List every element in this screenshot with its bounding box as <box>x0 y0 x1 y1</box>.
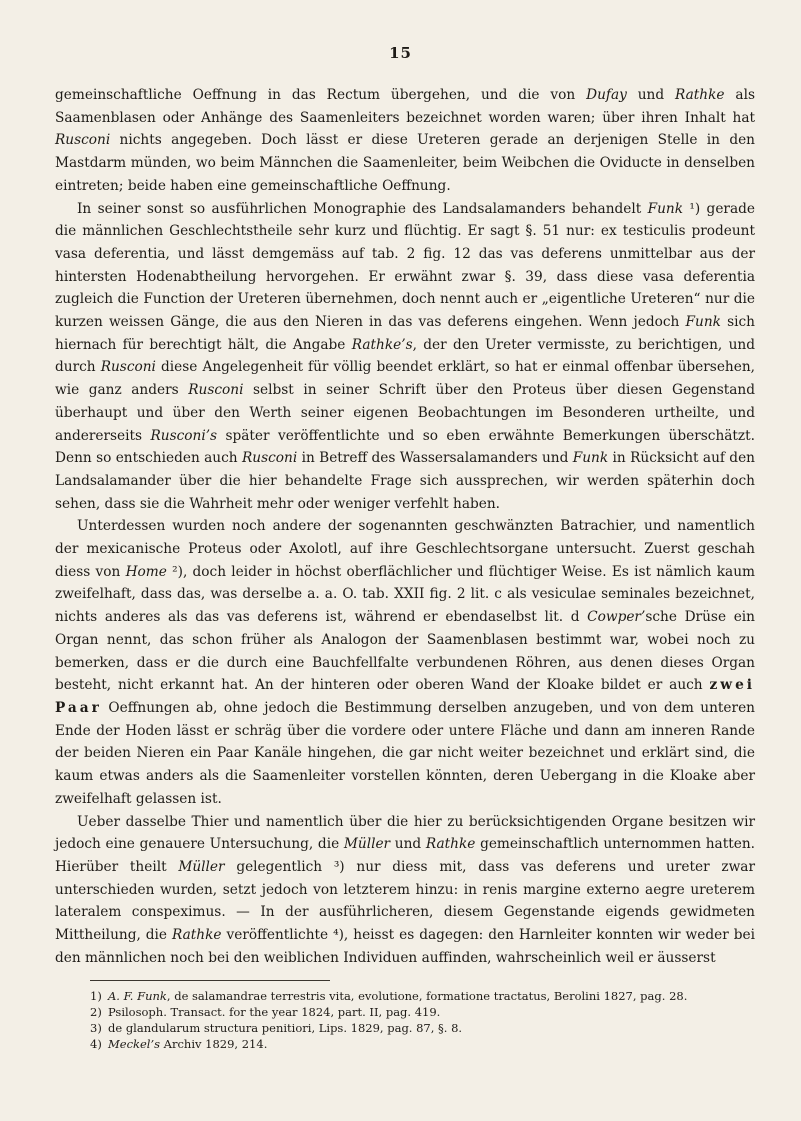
text-run: sche Drüse ein Organ nennt, das schon früher als Analogon der Saamenblasen bestimmt war, wobei noch zu bemerken, dass er die durch eine Bauchfellfalte verbundenen Röhren, aus denen dieses Organ besteht, nicht erkannt hat. An der hinteren oder oberen Wand der Kloake bildet er auch <box>55 609 755 694</box>
italic-name: A. F. Funk <box>108 989 167 1003</box>
text-run: in Rücksicht auf den Landsalamander über die hier behandelte Frage sich aussprechen, wir werden späterhin doch sehen, dass sie die Wahrheit mehr oder weniger verfehlt haben. <box>55 450 755 512</box>
text-run: veröffentlichte ⁴), heisst es dagegen: den Harnleiter konnten wir weder bei den männlichen noch bei den weiblichen Individuen auffinden, wahrscheinlich weil er äusserst <box>55 927 756 966</box>
italic-name: Rusconi’s <box>150 427 218 444</box>
footnote <box>90 1004 750 1020</box>
text-run: nichts angegeben. Doch lässt er diese Ureteren gerade an derjenigen Stelle in den Mastdarm münden, wo beim Männchen die Saamenleiter, beim Weibchen die Oviducte in denselben eintreten; beide haben eine gemeinschaftliche Oeffnung. <box>55 132 755 194</box>
italic-name: Funk <box>647 200 684 217</box>
text-run: , de salamandrae terrestris vita, evolutione, formatione tractatus, Berolini 1827, pag. 28. <box>166 989 688 1003</box>
footnote-marker: 3) <box>90 1021 102 1035</box>
page-number: 15 <box>389 44 412 62</box>
italic-name: Rusconi <box>55 132 111 149</box>
paragraph <box>55 84 755 198</box>
italic-name: Müller <box>178 858 225 875</box>
text-run: Archiv 1829, 214. <box>160 1037 268 1051</box>
text-run: später veröffentlichte und so eben erwähnte Bemerkungen überschätzt. Denn so entschieden auch <box>55 427 755 467</box>
text-run: sich hiernach für berechtigt hält, die Angabe <box>55 314 756 353</box>
footnote-marker: 2) <box>90 1005 102 1019</box>
italic-name: Dufay <box>586 87 627 103</box>
italic-name: Rusconi <box>100 359 156 376</box>
italic-name: Rusconi <box>188 382 244 399</box>
footnote-marker: 1) <box>90 989 102 1003</box>
text-run: gemeinschaftlich unternommen hatten. Hierüber theilt <box>55 836 755 875</box>
italic-name: Rathke <box>172 927 222 944</box>
text-run: Ueber dasselbe Thier und namentlich über die hier zu berücksichtigenden Organe besitzen wir jedoch eine genauere Untersuchung, die <box>55 813 755 853</box>
italic-name: Rathke <box>675 87 725 103</box>
footnote <box>90 988 750 1004</box>
footnote <box>90 1020 750 1036</box>
paragraph <box>55 198 755 516</box>
text-run: Oeffnungen ab, ohne jedoch die Bestimmung derselben anzugeben, und von dem unteren Ende der Hoden lässt er schräg über die vordere oder untere Fläche und dann am inneren Rande der beiden Nieren ein Paar Kanäle hingehen, die gar nicht weiter bezeichnet und erklärt sind, die kaum etwas anders als die Saamenleiter vorstellen könnten, deren Uebergang in die Kloake aber zweifelhaft gelassen ist. <box>55 699 755 807</box>
text-run: diese Angelegenheit für völlig beendet erklärt, so hat er einmal offenbar übersehen, wie ganz anders <box>55 359 756 399</box>
italic-name: Cowper’ <box>587 609 646 626</box>
text-run: de glandularum structura penitiori, Lips. 1829, pag. 87, §. 8. <box>108 1021 463 1035</box>
italic-name: Funk <box>572 450 609 467</box>
text-run: selbst in seiner Schrift über den Proteus über diesen Gegenstand überhaupt und über den Werth seiner eigenen Beobachtungen im Besonderen urtheilte, und andererseits <box>55 382 755 444</box>
italic-name: Rusconi <box>241 450 298 467</box>
text-run: in Betreff des Wassersalamanders und <box>297 450 573 467</box>
text-run: und <box>626 87 676 103</box>
text-run: ²), doch leider in höchst oberflächlicher und flüchtiger Weise. Es ist nämlich kaum zweifelhaft, dass das, was derselbe a. a. O. tab. XXII fig. 2 lit. c als vesiculae seminales bezeichnet, nichts anderes als das vas deferens ist, während er ebendaselbst lit. d <box>55 563 755 626</box>
text-run: In seiner sonst so ausführlichen Monographie des Landsalamanders behandelt <box>77 200 648 217</box>
text-run: Unterdessen wurden noch andere der sogenannten geschwänzten Batrachier, und namentlich der mexicanische Proteus oder Axolotl, auf ihre Geschlechtsorgane untersucht. Zuerst geschah diess von <box>55 518 755 580</box>
paragraph <box>55 515 755 810</box>
footnotes <box>90 988 750 1052</box>
footnote-marker: 4) <box>90 1037 102 1051</box>
italic-name: Rathke <box>425 836 476 853</box>
text-run: Psilosoph. Transact. for the year 1824, part. II, pag. 419. <box>108 1005 441 1019</box>
text-run: gemeinschaftliche Oeffnung in das Rectum übergehen, und die von <box>55 87 587 103</box>
footnote-rule <box>90 980 330 981</box>
text-run: , der den Ureter vermisste, zu berichtigen, und durch <box>55 336 755 376</box>
italic-name: Funk <box>685 314 721 331</box>
spaced-emphasis: zwei Paar <box>55 677 755 716</box>
paragraph <box>55 811 755 970</box>
text-run: als Saamenblasen oder Anhänge des Saamenleiters bezeichnet worden waren; über ihren Inhalt hat <box>55 87 755 126</box>
body-text <box>55 84 755 969</box>
italic-name: Müller <box>343 836 391 853</box>
italic-name: Meckel’s <box>108 1037 161 1051</box>
footnote <box>90 1036 750 1052</box>
italic-name: Rathke’s <box>351 336 413 353</box>
italic-name: Home <box>125 563 167 580</box>
text-run: ¹) gerade die männlichen Geschlechtstheile sehr kurz und flüchtig. Er sagt §. 51 nur: ex testiculis prodeunt vasa deferentia, und lässt demgemäss auf tab. 2 fig. 12 das vas deferens unmittelbar aus der hintersten Hodenabtheilung hervorgehen. Er erwähnt zwar §. 39, dass diese vasa deferentia zugleich die Function der Ureteren übernehmen, doch nennt auch er „eigentliche Ureteren“ nur die kurzen weissen Gänge, die aus den Nieren in das vas deferens eingehen. Wenn jedoch <box>55 200 755 331</box>
text-run: gelegentlich ³) nur diess mit, dass vas deferens und ureter zwar unterschieden wurden, setzt jedoch von letzterem hinzu: in renis margine externo aegre ureterem lateralem conspeximus. — In der ausführlicheren, diesem Gegenstande eigends gewidmeten Mittheilung, die <box>55 858 755 944</box>
text-run: und <box>390 836 426 853</box>
